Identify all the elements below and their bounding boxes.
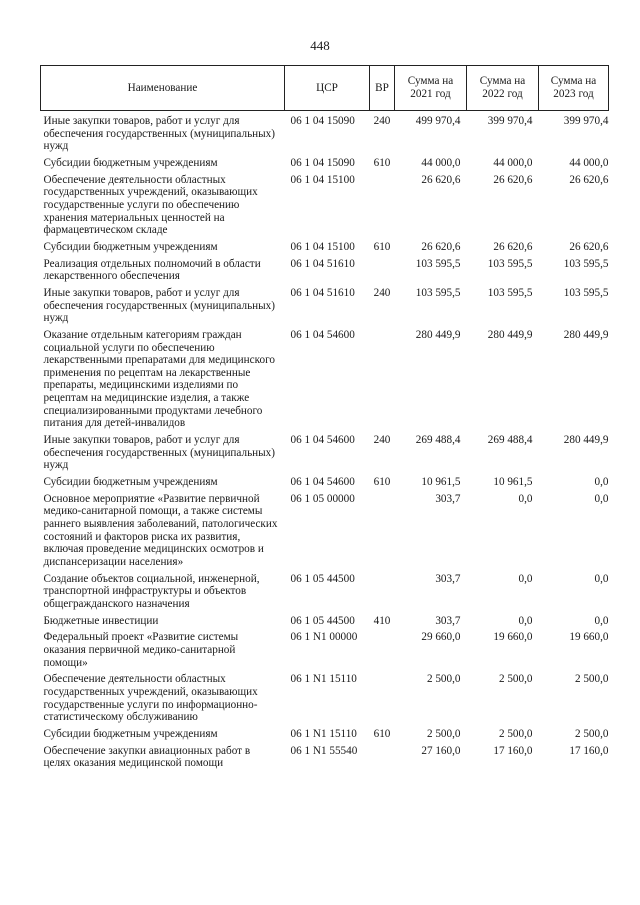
row-sum-2022: 103 595,5 <box>487 286 533 299</box>
row-name: Субсидии бюджетным учреждениям <box>43 476 218 489</box>
table-row <box>41 572 609 614</box>
row-sum-2022: 0,0 <box>518 572 533 585</box>
row-sum-2022: 280 449,9 <box>487 328 533 341</box>
row-sum-2021: 103 595,5 <box>415 286 461 299</box>
row-name: Оказание отдельным категориям граждан социальной услуги по обеспечению лекарственными препаратами для медицинского применения по рецептам на лекарственные препараты, медицинскими изделиями по рецептам на медицинские изделия, а также специализированными продуктами лечебного питания для детей-инвалидов <box>43 328 275 430</box>
row-csr-code: 06 1 04 54600 <box>290 476 355 489</box>
row-sum-2023: 280 449,9 <box>563 328 609 341</box>
row-vr-code <box>370 672 395 727</box>
row-name: Обеспечение деятельности областных государственных учреждений, оказывающих государственные услуги по информационно-статистическому обслуживанию <box>43 673 258 724</box>
row-csr-code: 06 1 05 44500 <box>290 572 355 585</box>
row-csr-code: 06 1 N1 00000 <box>290 631 358 644</box>
row-sum-2023: 2 500,0 <box>574 727 609 740</box>
row-csr-code: 06 1 04 15100 <box>290 173 355 186</box>
row-name: Иные закупки товаров, работ и услуг для обеспечения государственных (муниципальных) нужд <box>43 434 275 472</box>
row-sum-2021: 27 160,0 <box>421 744 461 757</box>
row-csr-code: 06 1 N1 55540 <box>290 744 358 757</box>
row-vr-code: 240 <box>373 115 391 127</box>
table-row <box>41 744 609 773</box>
header-csr: ЦСР <box>285 66 370 111</box>
row-sum-2022: 2 500,0 <box>498 727 533 740</box>
row-vr-code: 610 <box>373 476 391 489</box>
row-vr-code <box>370 173 395 240</box>
table-row <box>41 672 609 727</box>
row-sum-2021: 303,7 <box>435 572 461 585</box>
row-sum-2023: 44 000,0 <box>569 156 609 169</box>
row-sum-2022: 10 961,5 <box>493 476 533 489</box>
header-vr: ВР <box>370 66 395 111</box>
row-csr-code: 06 1 04 51610 <box>290 257 355 270</box>
row-sum-2021: 103 595,5 <box>415 257 461 270</box>
header-name: Наименование <box>41 66 285 111</box>
row-name: Федеральный проект «Развитие системы оказания первичной медико-санитарной помощи» <box>43 631 239 669</box>
row-vr-code: 610 <box>373 727 391 740</box>
row-name: Реализация отдельных полномочий в области лекарственного обеспечения <box>43 257 261 283</box>
row-sum-2023: 17 160,0 <box>569 744 609 757</box>
row-sum-2023: 0,0 <box>594 492 609 505</box>
page-number: 448 <box>310 38 330 53</box>
table-row <box>41 257 609 286</box>
row-sum-2021: 303,7 <box>435 614 461 627</box>
table-row <box>41 475 609 492</box>
row-sum-2021: 26 620,6 <box>421 173 461 186</box>
row-csr-code: 06 1 04 54600 <box>290 434 355 447</box>
header-sum-2022: Сумма на 2022 год <box>467 66 539 111</box>
row-sum-2021: 269 488,4 <box>415 434 461 447</box>
row-name: Обеспечение деятельности областных государственных учреждений, оказывающих государственные услуги по обеспечению хранения материальных ценностей на фармацевтическом складе <box>43 173 258 237</box>
row-sum-2021: 280 449,9 <box>415 328 461 341</box>
row-csr-code: 06 1 04 15090 <box>290 156 355 169</box>
table-row <box>41 614 609 631</box>
row-sum-2021: 26 620,6 <box>421 240 461 253</box>
table-row <box>41 727 609 744</box>
row-sum-2023: 0,0 <box>594 614 609 627</box>
row-vr-code: 610 <box>373 156 391 169</box>
row-sum-2022: 26 620,6 <box>493 173 533 186</box>
row-vr-code <box>370 630 395 672</box>
row-sum-2021: 44 000,0 <box>421 156 461 169</box>
table-row <box>41 328 609 433</box>
row-sum-2023: 26 620,6 <box>569 240 609 253</box>
row-sum-2022: 44 000,0 <box>493 156 533 169</box>
table-row <box>41 286 609 328</box>
table-row <box>41 240 609 257</box>
row-sum-2022: 0,0 <box>518 614 533 627</box>
row-sum-2022: 399 970,4 <box>487 115 533 127</box>
row-csr-code: 06 1 05 00000 <box>290 492 355 505</box>
table-header-row <box>41 66 609 111</box>
header-sum-2023: Сумма на 2023 год <box>539 66 609 111</box>
row-sum-2022: 0,0 <box>518 492 533 505</box>
row-sum-2023: 0,0 <box>594 572 609 585</box>
row-sum-2022: 103 595,5 <box>487 257 533 270</box>
row-name: Обеспечение закупки авиационных работ в целях оказания медицинской помощи <box>43 744 251 770</box>
row-sum-2023: 103 595,5 <box>563 286 609 299</box>
row-name: Иные закупки товаров, работ и услуг для обеспечения государственных (муниципальных) нужд <box>43 286 275 325</box>
row-sum-2022: 19 660,0 <box>493 631 533 644</box>
row-sum-2022: 2 500,0 <box>498 673 533 686</box>
row-sum-2023: 19 660,0 <box>569 631 609 644</box>
row-vr-code <box>370 492 395 572</box>
row-sum-2023: 280 449,9 <box>563 434 609 447</box>
row-name: Субсидии бюджетным учреждениям <box>43 156 218 169</box>
row-name: Бюджетные инвестиции <box>43 614 159 627</box>
row-csr-code: 06 1 04 54600 <box>290 328 355 341</box>
row-sum-2021: 2 500,0 <box>426 727 461 740</box>
row-csr-code: 06 1 04 15090 <box>290 115 355 127</box>
row-sum-2023: 26 620,6 <box>569 173 609 186</box>
budget-table <box>40 65 609 773</box>
row-vr-code: 240 <box>373 434 391 447</box>
row-csr-code: 06 1 04 51610 <box>290 286 355 299</box>
row-sum-2021: 303,7 <box>435 492 461 505</box>
table-row <box>41 173 609 240</box>
row-name: Субсидии бюджетным учреждениям <box>43 727 218 740</box>
row-csr-code: 06 1 N1 15110 <box>290 673 357 686</box>
row-sum-2023: 103 595,5 <box>563 257 609 270</box>
header-sum-2021: Сумма на 2021 год <box>395 66 467 111</box>
row-vr-code: 410 <box>373 614 391 627</box>
row-name: Создание объектов социальной, инженерной, транспортной инфраструктуры и объектов общегражданского назначения <box>43 572 260 610</box>
row-vr-code <box>370 572 395 614</box>
row-sum-2023: 2 500,0 <box>574 673 609 686</box>
table-row <box>41 156 609 173</box>
row-vr-code <box>370 744 395 773</box>
table-row <box>41 111 609 156</box>
row-vr-code <box>370 257 395 286</box>
table-row <box>41 433 609 475</box>
table-row <box>41 492 609 572</box>
row-sum-2022: 17 160,0 <box>493 744 533 757</box>
row-sum-2021: 2 500,0 <box>426 673 461 686</box>
table-body <box>41 111 609 773</box>
row-sum-2022: 26 620,6 <box>493 240 533 253</box>
row-vr-code: 240 <box>373 286 391 299</box>
row-sum-2021: 29 660,0 <box>421 631 461 644</box>
row-sum-2022: 269 488,4 <box>487 434 533 447</box>
row-name: Основное мероприятие «Развитие первичной медико-санитарной помощи, а также системы раннего выявления заболеваний, патологических состояний и факторов риска их развития, включая проведение медицинских осмотров и диспансеризации населения» <box>43 492 278 568</box>
row-vr-code <box>370 328 395 433</box>
row-csr-code: 06 1 04 15100 <box>290 240 355 253</box>
row-sum-2021: 10 961,5 <box>421 476 461 489</box>
row-name: Субсидии бюджетным учреждениям <box>43 240 218 253</box>
row-vr-code: 610 <box>373 240 391 253</box>
row-csr-code: 06 1 N1 15110 <box>290 727 357 740</box>
row-sum-2021: 499 970,4 <box>415 115 461 127</box>
row-name: Иные закупки товаров, работ и услуг для обеспечения государственных (муниципальных) нужд <box>43 115 275 153</box>
row-sum-2023: 0,0 <box>594 476 609 489</box>
row-sum-2023: 399 970,4 <box>563 115 609 127</box>
row-csr-code: 06 1 05 44500 <box>290 614 355 627</box>
table-row <box>41 630 609 672</box>
